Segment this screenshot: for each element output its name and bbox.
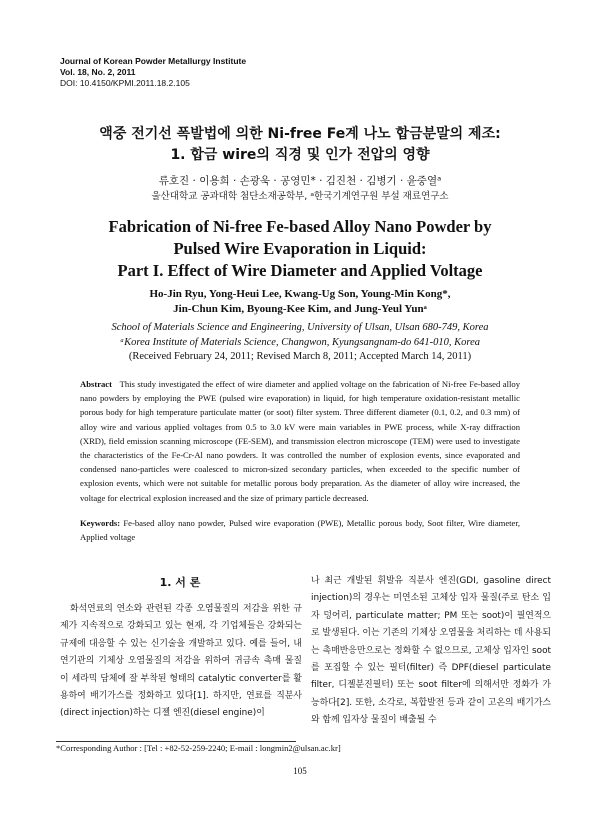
korean-affiliation: 울산대학교 공과대학 첨단소재공학부, ᵃ한국기계연구원 부설 재료연구소 <box>151 191 449 202</box>
korean-title-line2: 1. 합금 wire의 직경 및 인가 전압의 영향 <box>170 147 430 163</box>
received-dates: (Received February 24, 2011; Revised March 8, 2011; Accepted March 14, 2011) <box>128 351 472 362</box>
journal-header <box>60 56 246 89</box>
abstract-text: This study investigated the effect of wire diameter and applied voltage on the fabrication of Ni-free Fe-based alloy nano powders by employing the PWE (pulsed wire evaporation) in liquid, for high temperature oxidation-resistant metallic porous body for high temperature particulate matter (or soot) filter system. Three different diameter (0.1, 0.2, and 0.3 mm) of alloy wire and various applied voltages from 0.5 to 3.0 kV were main variables in PWE process, while X-ray diffraction (XRD), field emission scanning microscope (FE-SEM), and transmission electron microscope (TEM) were used to investigate the characteristics of the Fe-Cr-Al nano powders. It was controlled the number of explosion events, since evaporated and condensed nano-particles were coalesced to micron-sized secondary particles, when exceeded to the specific number of explosion events, which were not suitable for metallic porous body preparation. As the diameter of alloy wire increased, the voltage for electrical explosion increased and the size of primary particle decreased. <box>80 379 520 503</box>
english-title <box>0 216 600 282</box>
english-authors <box>0 287 600 317</box>
keywords-text: Fe-based alloy nano powder, Pulsed wire evaporation (PWE), Metallic porous body, Soot filter, Wire diameter, Applied voltage <box>80 518 520 542</box>
english-title-line1: Fabrication of Ni-free Fe-based Alloy Nano Powder by <box>108 217 492 236</box>
english-title-line3: Part I. Effect of Wire Diameter and Applied Voltage <box>117 261 483 280</box>
keywords <box>80 517 520 544</box>
keywords-label: Keywords: <box>80 518 121 528</box>
page-number: 105 <box>293 766 307 776</box>
body-right-column: 나 최근 개발된 휘발유 직분사 엔진(GDI, gasoline direct injection)의 경우는 미연소된 고체상 입자 물질(주로 탄소 입자 덩어리, particulate matter; PM 또는 soot)이 필연적으로 발생된다. 이는 기존의 기체상 오염물을 처리하는 데 사용되는 촉매반응만으로는 정화할 수 없으므로, 고체상 입자인 soot를 포집할 수 있는 필터(filter) 즉 DPF(diesel particulate filter, 디젤분진필터) 또는 soot filter에 의해서만 정화가 가능하다[2]. 또한, 소각로, 복합발전 등과 같이 고온의 배기가스와 함께 입자상 물질이 배출될 수 <box>311 576 551 726</box>
corresponding-author-footnote: *Corresponding Author : [Tel : +82-52-259-2240; E-mail : longmin2@ulsan.ac.kr] <box>56 743 341 753</box>
journal-doi: DOI: 10.4150/KPMI.2011.18.2.105 <box>60 78 190 88</box>
english-affiliation <box>0 321 600 350</box>
journal-name: Journal of Korean Powder Metallurgy Institute <box>60 56 247 66</box>
english-affiliation-line1: School of Materials Science and Engineering, University of Ulsan, Ulsan 680-749, Korea <box>111 322 489 333</box>
korean-authors: 류호진 · 이용희 · 손광욱 · 공영민* · 김진천 · 김병기 · 윤중열ᵃ <box>158 175 442 187</box>
body-left-column: 화석연료의 연소와 관련된 각종 오염물질의 저감을 위한 규제가 지속적으로 강화되고 있는 현재, 각 기업체들은 강화되는 규제에 대응할 수 있는 신기술을 개발하고 있다. 예를 들어, 내연기관의 기체상 오염물질의 저감을 위하여 귀금속 촉매 물질이 세라믹 담체에 잘 부착된 형태의 catalytic converter를 활용하여 배기가스를 정화하고 있다[1]. 하지만, 연료를 직분사(direct injection)하는 디젤 엔진(diesel engine)이 <box>60 604 302 719</box>
abstract <box>80 377 520 505</box>
korean-title-line1: 액중 전기선 폭발법에 의한 Ni-free Fe계 나노 합금분말의 제조: <box>99 126 501 142</box>
english-affiliation-line2: ᵃKorea Institute of Materials Science, Changwon, Kyungsangnam-do 641-010, Korea <box>119 336 481 348</box>
english-title-line2: Pulsed Wire Evaporation in Liquid: <box>173 239 427 258</box>
english-authors-line1: Ho-Jin Ryu, Yong-Heui Lee, Kwang-Ug Son, Young-Min Kong*, <box>149 288 451 300</box>
korean-title <box>0 124 600 166</box>
english-authors-line2: Jin-Chun Kim, Byoung-Kee Kim, and Jung-Yeul Yunᵃ <box>173 303 427 315</box>
journal-volume: Vol. 18, No. 2, 2011 <box>60 67 136 77</box>
abstract-label: Abstract <box>80 379 112 389</box>
section-heading: 1. 서 론 <box>159 576 201 589</box>
